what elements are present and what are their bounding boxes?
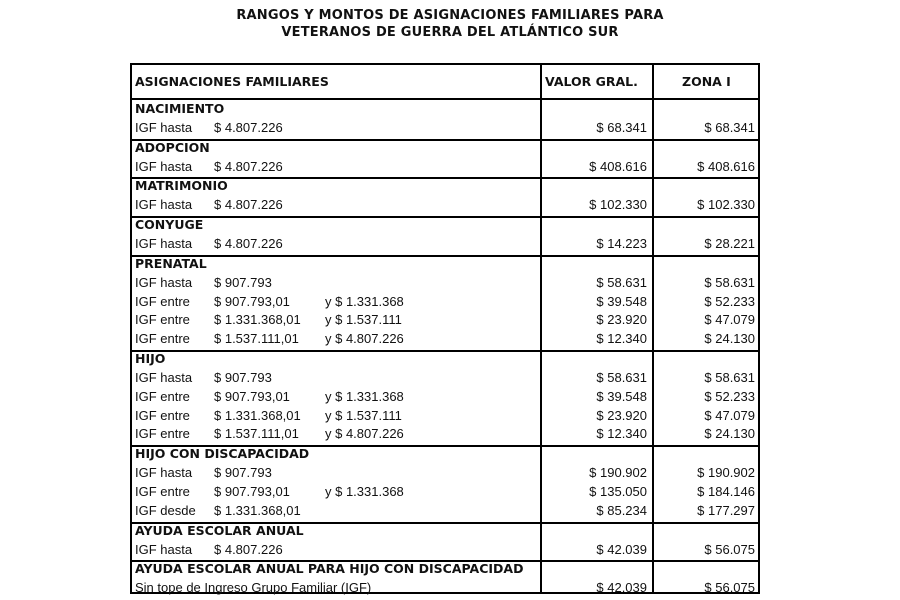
header-zona-i: ZONA I: [682, 74, 731, 89]
income-to: y $ 1.331.368: [325, 388, 404, 404]
income-from: $ 4.807.226: [214, 158, 283, 174]
income-condition-label: IGF hasta: [135, 158, 193, 174]
income-from: $ 1.537.111,01: [214, 331, 299, 347]
zona-i-amount: $ 52.233: [704, 293, 755, 309]
row-description: [135, 275, 535, 291]
valor-general-amount: $ 42.039: [596, 541, 647, 557]
zona-i-amount: $ 408.616: [697, 158, 755, 174]
section-separator: [132, 139, 758, 141]
income-to: y $ 1.537.111: [325, 312, 402, 328]
section-title: NACIMIENTO: [135, 101, 225, 116]
section-title: CONYUGE: [135, 217, 204, 233]
section-title: ADOPCION: [135, 139, 210, 155]
income-condition-label: IGF hasta: [135, 465, 193, 481]
section-title: PRENATAL: [135, 255, 207, 271]
income-to: y $ 1.537.111: [325, 407, 402, 423]
row-description: [135, 580, 535, 596]
header-asignaciones: ASIGNACIONES FAMILIARES: [135, 74, 329, 89]
section-title: MATRIMONIO: [135, 178, 228, 194]
income-condition-label: IGF hasta: [135, 197, 193, 213]
income-from: $ 1.331.368,01: [214, 312, 301, 328]
valor-general-amount: $ 23.920: [596, 312, 647, 328]
row-description: [135, 426, 535, 442]
row-description: [135, 465, 535, 481]
income-to: y $ 4.807.226: [325, 426, 404, 442]
income-condition-label: IGF entre: [135, 388, 190, 404]
column-divider: [540, 65, 542, 592]
row-description: [135, 370, 535, 386]
zona-i-amount: $ 68.341: [704, 119, 755, 135]
income-condition-label: IGF hasta: [135, 541, 193, 557]
zona-i-amount: $ 28.221: [704, 235, 755, 251]
valor-general-amount: $ 135.050: [589, 484, 647, 499]
header-valor-gral: VALOR GRAL.: [545, 74, 638, 89]
income-from: $ 4.807.226: [214, 197, 283, 213]
row-description: [135, 159, 535, 175]
zona-i-amount: $ 47.079: [704, 407, 755, 423]
income-to: y $ 4.807.226: [325, 331, 404, 347]
income-from: $ 1.331.368,01: [214, 407, 301, 423]
income-from: $ 4.807.226: [214, 541, 283, 557]
valor-general-amount: $ 39.548: [596, 388, 647, 404]
income-condition-label: IGF hasta: [135, 119, 193, 135]
income-condition-label: IGF entre: [135, 331, 190, 347]
row-description: [135, 197, 535, 213]
income-from: $ 1.331.368,01: [214, 502, 301, 518]
section-title: AYUDA ESCOLAR ANUAL: [135, 522, 304, 538]
valor-general-amount: $ 39.548: [596, 293, 647, 309]
valor-general-amount: $ 58.631: [596, 274, 647, 290]
zona-i-amount: $ 177.297: [697, 502, 755, 518]
zona-i-amount: $ 58.631: [704, 274, 755, 290]
zona-i-amount: $ 58.631: [704, 369, 755, 385]
valor-general-amount: $ 58.631: [596, 369, 647, 385]
row-description: [135, 294, 535, 310]
income-from: $ 907.793,01: [214, 388, 290, 404]
zona-i-amount: $ 56.075: [704, 580, 755, 596]
income-from: $ 1.537.111,01: [214, 426, 299, 442]
valor-general-amount: $ 68.341: [596, 119, 647, 135]
row-description: [135, 236, 535, 252]
section-title: HIJO: [135, 351, 166, 367]
section-separator: [132, 216, 758, 218]
valor-general-amount: $ 190.902: [589, 465, 647, 481]
zona-i-amount: $ 24.130: [704, 331, 755, 347]
income-from: $ 4.807.226: [214, 235, 283, 251]
section-title: AYUDA ESCOLAR ANUAL PARA HIJO CON DISCAPACIDAD: [135, 561, 524, 577]
row-description: [135, 331, 535, 347]
income-condition-label: Sin tope de Ingreso Grupo Familiar (IGF): [135, 580, 372, 596]
row-description: [135, 389, 535, 405]
valor-general-amount: $ 408.616: [589, 158, 647, 174]
zona-i-amount: $ 47.079: [704, 312, 755, 328]
valor-general-amount: $ 12.340: [596, 426, 647, 442]
row-description: [135, 408, 535, 424]
zona-i-amount: $ 52.233: [704, 388, 755, 404]
section-title: HIJO CON DISCAPACIDAD: [135, 446, 310, 462]
zona-i-amount: $ 102.330: [697, 197, 755, 213]
valor-general-amount: $ 23.920: [596, 407, 647, 423]
document-title-line-1: RANGOS Y MONTOS DE ASIGNACIONES FAMILIARES PARA: [236, 8, 664, 23]
income-condition-label: IGF entre: [135, 484, 190, 499]
valor-general-amount: $ 12.340: [596, 331, 647, 347]
row-description: [135, 484, 535, 500]
row-description: [135, 312, 535, 328]
header-separator: [132, 98, 758, 100]
valor-general-amount: $ 14.223: [596, 235, 647, 251]
section-separator: [132, 255, 758, 257]
income-from: $ 907.793: [214, 465, 272, 481]
zona-i-amount: $ 24.130: [704, 426, 755, 442]
income-from: $ 4.807.226: [214, 119, 283, 135]
column-divider: [652, 65, 654, 592]
valor-general-amount: $ 102.330: [589, 197, 647, 213]
income-condition-label: IGF entre: [135, 293, 190, 309]
row-description: [135, 503, 535, 519]
zona-i-amount: $ 56.075: [704, 541, 755, 557]
allowance-table: [130, 63, 760, 594]
valor-general-amount: $ 42.039: [596, 580, 647, 596]
zona-i-amount: $ 184.146: [697, 484, 755, 499]
income-condition-label: IGF hasta: [135, 274, 193, 290]
income-condition-label: IGF entre: [135, 426, 190, 442]
income-condition-label: IGF desde: [135, 502, 196, 518]
row-description: [135, 542, 535, 558]
income-to: y $ 1.331.368: [325, 293, 404, 309]
income-condition-label: IGF entre: [135, 312, 190, 328]
income-to: y $ 1.331.368: [325, 484, 404, 499]
income-condition-label: IGF entre: [135, 407, 190, 423]
section-separator: [132, 350, 758, 352]
document-title-line-2: VETERANOS DE GUERRA DEL ATLÁNTICO SUR: [281, 25, 619, 40]
valor-general-amount: $ 85.234: [596, 502, 647, 518]
row-description: [135, 120, 535, 136]
income-from: $ 907.793,01: [214, 484, 290, 499]
income-condition-label: IGF hasta: [135, 369, 193, 385]
income-from: $ 907.793: [214, 274, 272, 290]
zona-i-amount: $ 190.902: [697, 465, 755, 481]
income-from: $ 907.793,01: [214, 293, 290, 309]
income-condition-label: IGF hasta: [135, 235, 193, 251]
income-from: $ 907.793: [214, 369, 272, 385]
